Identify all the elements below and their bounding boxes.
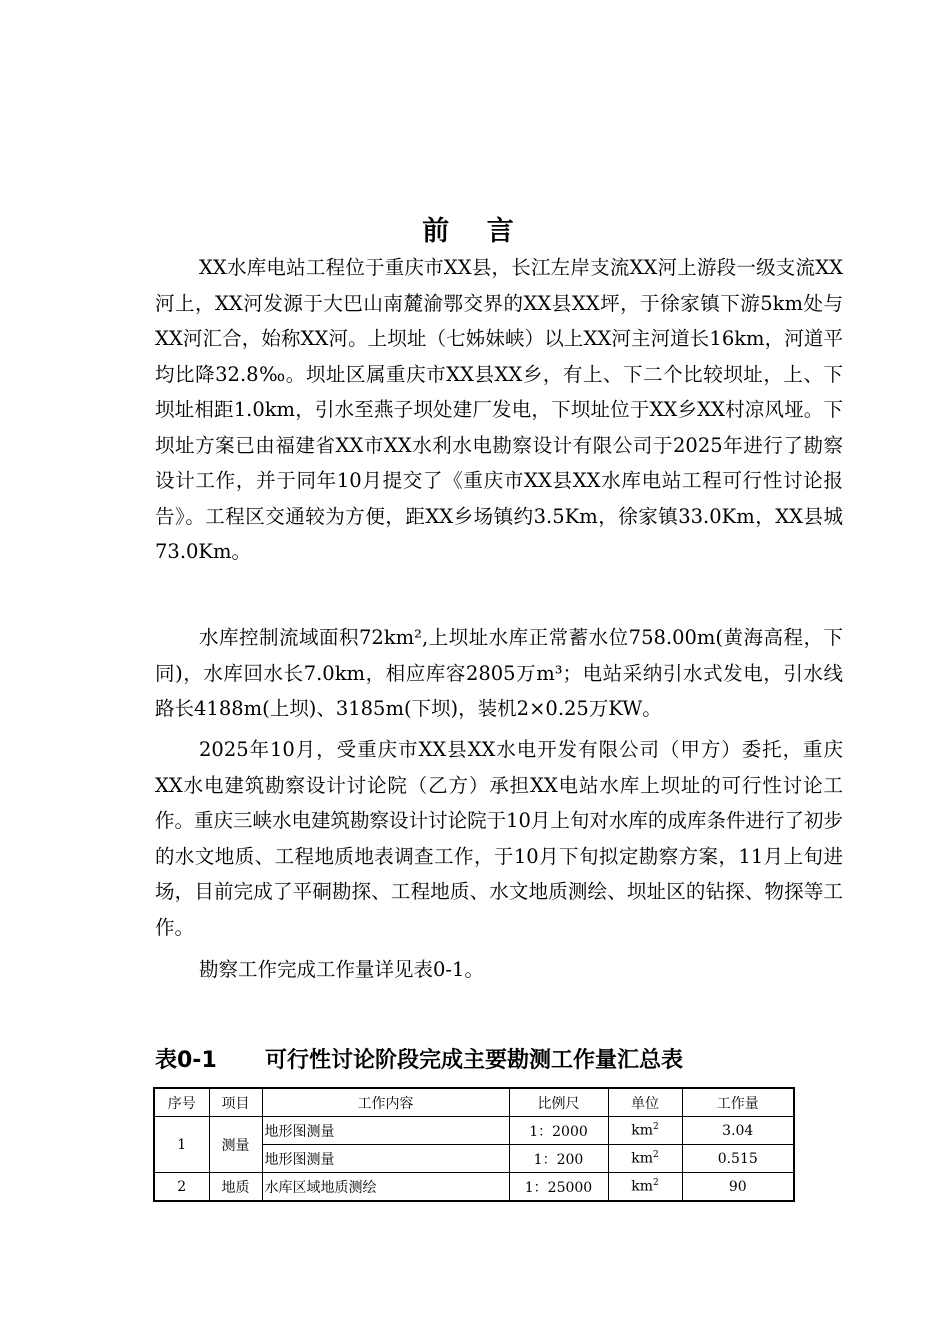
header-unit: 单位	[608, 1088, 682, 1117]
cell-content: 地形图测量	[262, 1145, 509, 1173]
table-caption-title: 可行性讨论阶段完成主要勘测工作量汇总表	[265, 1048, 684, 1073]
cell-no: 2	[154, 1173, 209, 1202]
cell-unit: $km^2$	[608, 1145, 682, 1173]
cell-item: 地质	[209, 1173, 262, 1202]
cell-content: 地形图测量	[262, 1117, 509, 1145]
table-caption	[155, 1041, 855, 1081]
cell-item: 测量	[209, 1117, 262, 1173]
table-caption-number: 表0-1	[155, 1048, 217, 1073]
work-summary-table	[153, 1087, 795, 1202]
header-item: 项目	[209, 1088, 262, 1117]
page-title: 前 言	[422, 216, 528, 247]
paragraph-1: XX水库电站工程位于重庆市XX县，长江左岸支流XX河上游段一级支流XX河上，XX河发源于大巴山南麓渝鄂交界的XX县XX坪，于徐家镇下游5km处与XX河汇合，始称XX河。上坝址（七姊妹峡）以上XX河主河道长16km，河道平均比降32.8‰。坝址区属重庆市XX县XX乡，有上、下二个比较坝址，上、下坝址相距1.0km，引水至燕子坝处建厂发电，下坝址位于XX乡XX村凉风垭。下坝址方案已由福建省XX市XX水利水电勘察设计有限公司于2025年进行了勘察设计工作，并于同年10月提交了《重庆市XX县XX水库电站工程可行性讨论报告》。工程区交通较为方便，距XX乡场镇约3.5Km，徐家镇33.0Km，XX县城73.0Km。	[155, 256, 843, 563]
table-header-row	[154, 1088, 794, 1117]
cell-unit: $km^2$	[608, 1117, 682, 1145]
cell-scale: 1：2000	[509, 1117, 608, 1145]
cell-amount: 0.515	[682, 1145, 794, 1173]
cell-scale: 1：200	[509, 1145, 608, 1173]
cell-scale: 1：25000	[509, 1173, 608, 1202]
header-content: 工作内容	[262, 1088, 509, 1117]
table-row	[154, 1117, 794, 1145]
cell-content: 水库区域地质测绘	[262, 1173, 509, 1202]
cell-no: 1	[154, 1117, 209, 1173]
table-row	[154, 1173, 794, 1202]
header-no: 序号	[154, 1088, 209, 1117]
header-scale: 比例尺	[509, 1088, 608, 1117]
cell-amount: 90	[682, 1173, 794, 1202]
paragraph-4: 勘察工作完成工作量详见表0-1。	[199, 958, 484, 981]
header-amount: 工作量	[682, 1088, 794, 1117]
cell-amount: 3.04	[682, 1117, 794, 1145]
paragraph-3: 2025年10月，受重庆市XX县XX水电开发有限公司（甲方）委托，重庆XX水电建筑勘察设计讨论院（乙方）承担XX电站水库上坝址的可行性讨论工作。重庆三峡水电建筑勘察设计讨论院于10月上旬对水库的成库条件进行了初步的水文地质、工程地质地表调查工作，于10月下旬拟定勘察方案，11月上旬进场，目前完成了平硐勘探、工程地质、水文地质测绘、坝址区的钻探、物探等工作。	[155, 738, 843, 939]
cell-unit: $km^2$	[608, 1173, 682, 1202]
paragraph-2: 水库控制流域面积72km²,上坝址水库正常蓄水位758.00m(黄海高程，下同)，水库回水长7.0km，相应库容2805万m³；电站采纳引水式发电，引水线路长4188m(上坝)、3185m(下坝)，装机2×0.25万KW。	[155, 626, 843, 720]
